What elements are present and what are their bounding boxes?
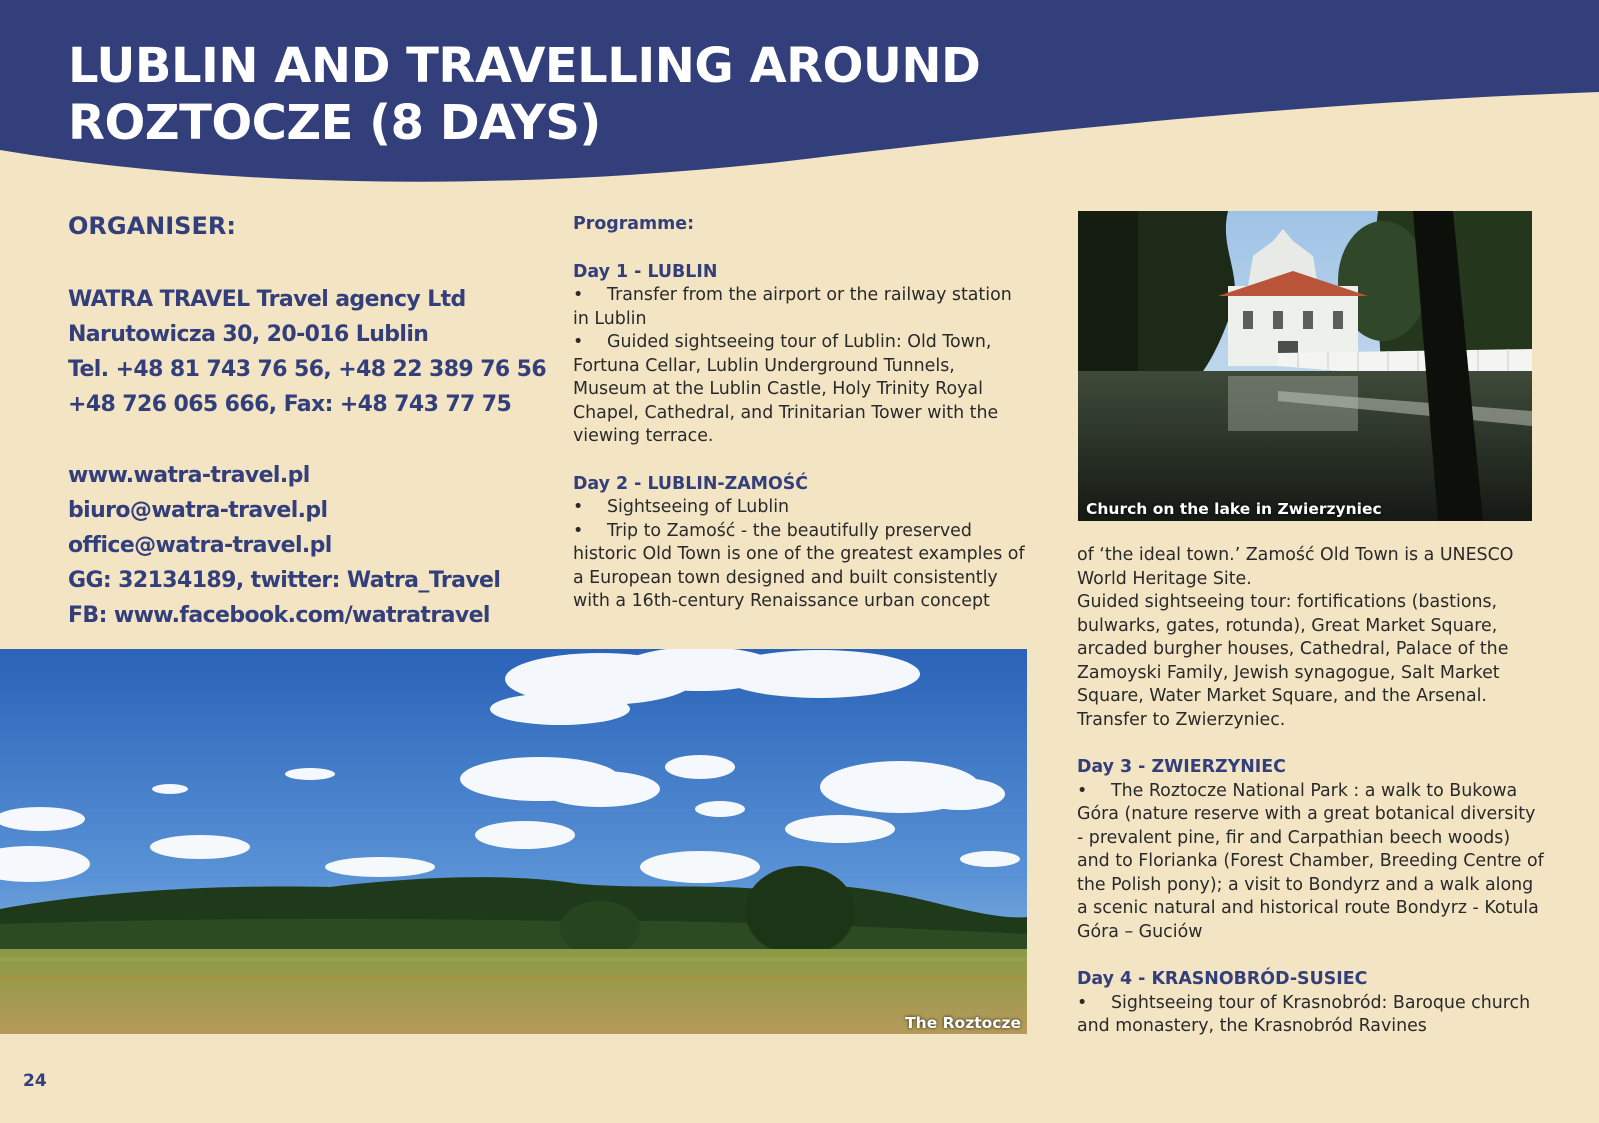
day-2-continuation xyxy=(1077,544,1547,732)
organiser-contacts xyxy=(68,458,500,633)
day-2-title: Day 2 - LUBLIN-ZAMOŚĆ xyxy=(573,473,809,494)
street-address: Narutowicza 30, 20-016 Lublin xyxy=(68,322,429,347)
bullet-icon: • xyxy=(573,520,584,541)
list-item: • The Roztocze National Park : a walk to Bukowa Góra (nature reserve with a great botanical diversity - prevalent pine, fir and Carpathian beech woods) and to Florianka (Forest Chamber, Breeding Centre of the Polish pony); a visit to Bondyrz and a walk along a scenic natural and historical route Bondyrz - Kotula Góra – Guciów xyxy=(1077,780,1544,942)
day-2-section xyxy=(573,473,1033,614)
list-item: • Sightseeing tour of Krasnobród: Baroque church and monastery, the Krasnobród Ravines xyxy=(1077,992,1531,1036)
church-illustration xyxy=(1078,211,1532,521)
roztocze-photo-caption: The Roztocze xyxy=(905,1014,1021,1032)
roztocze-photo xyxy=(0,649,1027,1034)
page-number: 24 xyxy=(23,1071,47,1091)
bullet-icon: • xyxy=(1077,992,1088,1013)
organiser-heading: ORGANISER: xyxy=(68,212,236,240)
day-1-title: Day 1 - LUBLIN xyxy=(573,261,718,282)
bullet-icon: • xyxy=(573,497,584,517)
title-line-2: ROZTOCZE (8 DAYS) xyxy=(68,95,601,151)
programme-column-right xyxy=(1077,544,1547,1063)
day-4-section xyxy=(1077,968,1547,1039)
programme-column-middle xyxy=(573,213,1033,638)
day-1-section xyxy=(573,261,1033,449)
email-biuro-link[interactable]: biuro@watra-travel.pl xyxy=(68,498,328,523)
title-line-1: LUBLIN AND TRAVELLING AROUND xyxy=(68,38,981,94)
telephone-numbers: Tel. +48 81 743 76 56, +48 22 389 76 56 xyxy=(68,357,547,382)
page-title xyxy=(68,38,980,152)
gg-twitter: GG: 32134189, twitter: Watra_Travel xyxy=(68,568,501,593)
facebook-link[interactable]: FB: www.facebook.com/watratravel xyxy=(68,603,490,628)
bullet-icon: • xyxy=(1077,780,1088,801)
church-photo xyxy=(1078,211,1532,521)
mobile-fax-numbers: +48 726 065 666, Fax: +48 743 77 75 xyxy=(68,392,512,417)
organiser-address xyxy=(68,282,546,422)
bullet-icon: • xyxy=(573,332,584,352)
bullet-icon: • xyxy=(573,285,584,305)
website-link[interactable]: www.watra-travel.pl xyxy=(68,463,310,488)
day-3-title: Day 3 - ZWIERZYNIEC xyxy=(1077,757,1286,777)
list-item: • Trip to Zamość - the beautifully preserved historic Old Town is one of the greatest examples of a European town designed and built consistently with a 16th-century Renaissance urban concept xyxy=(573,520,1025,611)
paragraph: Transfer to Zwierzyniec. xyxy=(1077,709,1286,730)
church-photo-caption: Church on the lake in Zwierzyniec xyxy=(1086,500,1382,518)
list-item: • Guided sightseeing tour of Lublin: Old Town, Fortuna Cellar, Lublin Underground Tunnels, Museum at the Lublin Castle, Holy Trinity Royal Chapel, Cathedral, and Trinitarian Tower with the viewing terrace. xyxy=(573,332,999,446)
paragraph: of ‘the ideal town.’ Zamość Old Town is a UNESCO World Heritage Site. xyxy=(1077,545,1514,589)
company-name: WATRA TRAVEL Travel agency Ltd xyxy=(68,287,466,312)
programme-label: Programme: xyxy=(573,214,695,234)
day-3-section xyxy=(1077,756,1547,944)
email-office-link[interactable]: office@watra-travel.pl xyxy=(68,533,332,558)
list-item: • Sightseeing of Lublin xyxy=(573,496,1033,520)
roztocze-illustration xyxy=(0,649,1027,1034)
paragraph: Guided sightseeing tour: fortifications (bastions, bulwarks, gates, rotunda), Great Market Square, arcaded burgher houses, Cathedral, Palace of the Zamoyski Family, Jewish synagogue, Salt Market Square, Water Market Square, and the Arsenal. xyxy=(1077,592,1509,706)
list-item: • Transfer from the airport or the railway station in Lublin xyxy=(573,285,1012,329)
day-4-title: Day 4 - KRASNOBRÓD-SUSIEC xyxy=(1077,969,1368,989)
